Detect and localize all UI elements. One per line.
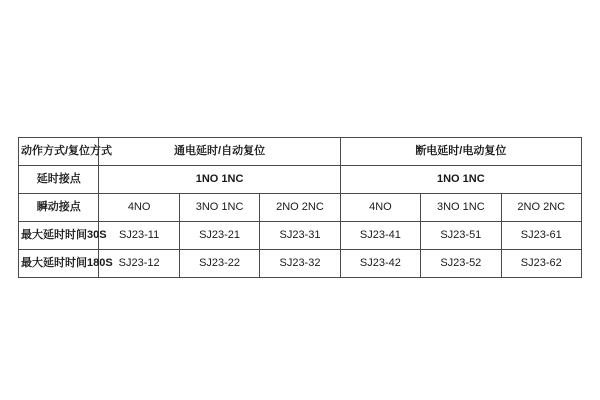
model-cell: SJ23-12	[99, 250, 179, 278]
table-row	[19, 194, 582, 222]
delay-contact-off-delay: 1NO 1NC	[340, 166, 581, 194]
row-label-max-delay-30s: 最大延时时间30S	[19, 222, 99, 250]
group-header-off-delay: 断电延时/电动复位	[340, 138, 581, 166]
delay-contact-on-delay: 1NO 1NC	[99, 166, 340, 194]
table-row	[19, 138, 582, 166]
model-cell: SJ23-52	[421, 250, 501, 278]
model-cell: SJ23-61	[501, 222, 581, 250]
group-header-on-delay: 通电延时/自动复位	[99, 138, 340, 166]
row-label-action-reset-mode: 动作方式/复位方式	[19, 138, 99, 166]
instant-contact-cell: 3NO 1NC	[421, 194, 501, 222]
model-cell: SJ23-22	[179, 250, 259, 278]
instant-contact-cell: 2NO 2NC	[501, 194, 581, 222]
model-cell: SJ23-51	[421, 222, 501, 250]
model-cell: SJ23-32	[260, 250, 340, 278]
model-cell: SJ23-62	[501, 250, 581, 278]
table-row	[19, 166, 582, 194]
instant-contact-cell: 3NO 1NC	[179, 194, 259, 222]
model-cell: SJ23-41	[340, 222, 420, 250]
model-cell: SJ23-11	[99, 222, 179, 250]
row-label-max-delay-180s: 最大延时时间180S	[19, 250, 99, 278]
model-cell: SJ23-42	[340, 250, 420, 278]
table-row	[19, 250, 582, 278]
model-cell: SJ23-31	[260, 222, 340, 250]
row-label-delay-contact: 延时接点	[19, 166, 99, 194]
row-label-instant-contact: 瞬动接点	[19, 194, 99, 222]
instant-contact-cell: 2NO 2NC	[260, 194, 340, 222]
instant-contact-cell: 4NO	[99, 194, 179, 222]
instant-contact-cell: 4NO	[340, 194, 420, 222]
model-cell: SJ23-21	[179, 222, 259, 250]
table-row	[19, 222, 582, 250]
specification-table	[18, 137, 582, 278]
